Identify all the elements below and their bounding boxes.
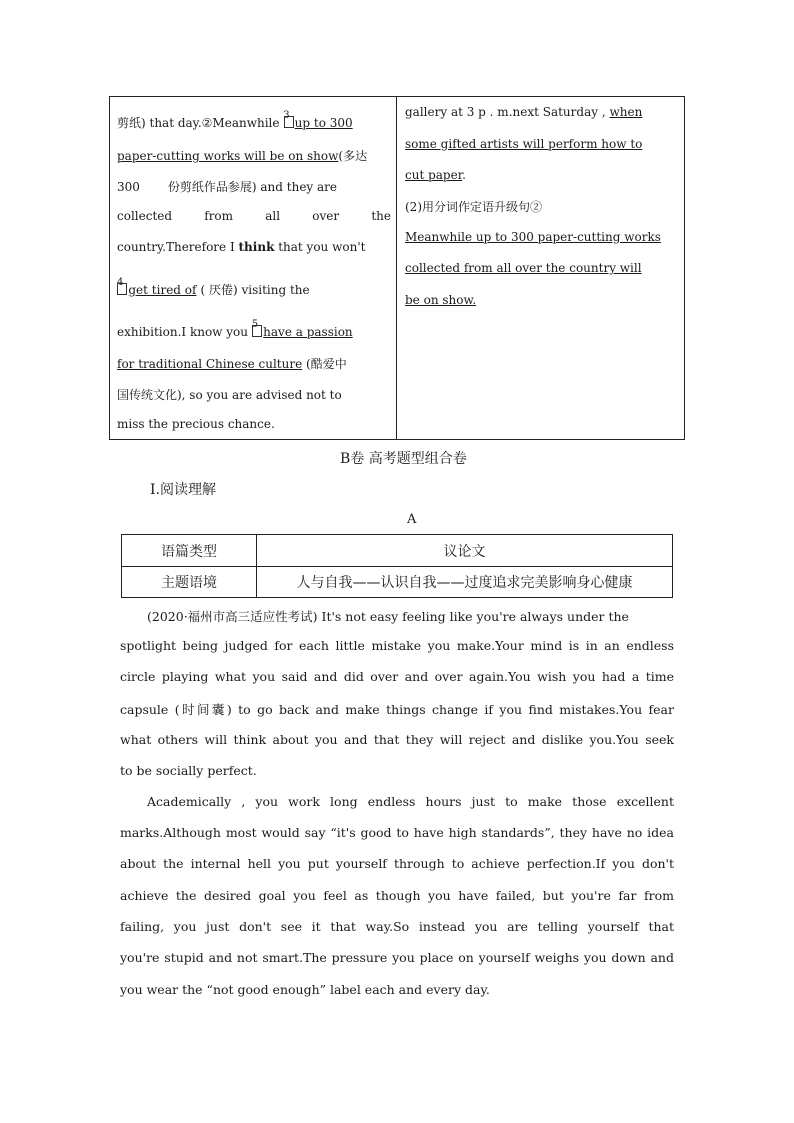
text-segment: (酷爱中 [302, 357, 347, 371]
right-line-4: (2)用分词作定语升级句② [405, 200, 542, 214]
genre-value: 议论文 [443, 543, 486, 560]
text-segment: exhibition.I know you [117, 325, 252, 339]
right-line-2: some gifted artists will perform how to [405, 137, 643, 151]
left-line-6 [117, 277, 310, 298]
passage-line: about the internal hell you put yourself through to achieve perfection.If you don't [120, 856, 674, 871]
blank-number: 5 [251, 319, 259, 330]
text-segment: . [462, 168, 466, 182]
left-line-8 [117, 355, 347, 372]
left-line-2 [117, 147, 367, 164]
theme-label: 主题语境 [161, 575, 217, 591]
answer-text: paper-cutting works will be on show [117, 149, 339, 163]
left-line-9: 国传统文化), so you are advised not to [117, 388, 342, 402]
answer-box-icon [252, 325, 262, 337]
passage-line: you're stupid and not smart.The pressure you place on yourself weighs you down and [120, 950, 674, 965]
answer-text: up to 300 [294, 116, 353, 130]
passage-line: capsule (时间囊) to go back and make things change if you find mistakes.You fear [120, 702, 674, 717]
passage-line: what others will think about you and that they will reject and dislike you.You seek [120, 732, 674, 747]
passage-line: failing, you just don't see it that way.So instead you are telling yourself that [120, 919, 674, 934]
text-segment: 份剪纸作品参展) and they are [167, 180, 338, 194]
genre-label: 语篇类型 [161, 543, 217, 560]
answer-text: for traditional Chinese culture [117, 357, 303, 371]
right-line-5: Meanwhile up to 300 paper-cutting works [405, 230, 661, 244]
passage-label: A [407, 512, 417, 527]
left-line-10: miss the precious chance. [117, 417, 275, 431]
text-segment: ( 厌倦) visiting the [200, 283, 310, 297]
answer-box-icon [284, 116, 294, 128]
passage-line: spotlight being judged for each little mistake you make.Your mind is in an endless [120, 638, 674, 653]
passage-line: to be socially perfect. [120, 763, 257, 778]
left-line-5 [117, 240, 365, 254]
answer-box-icon [117, 283, 127, 295]
left-line-1 [117, 110, 353, 131]
left-line-3 [117, 178, 337, 195]
blank-number: 3 [283, 110, 290, 121]
column-divider [396, 97, 397, 439]
left-line-7 [117, 319, 353, 339]
passage-line: Academically , you work long endless hours just to make those excellent [147, 794, 674, 809]
answer-text: cut paper [405, 168, 463, 182]
right-line-1 [405, 105, 642, 119]
passage-line: marks.Although most would say “it's good to have high standards”, they have no idea [120, 825, 674, 840]
section-b-title: B卷 高考题型组合卷 [340, 451, 467, 467]
text-segment: (多达 [338, 149, 368, 163]
passage-line: (2020·福州市高三适应性考试) It's not easy feeling like you're always under the [147, 609, 629, 624]
answer-text: have a passion [263, 325, 353, 339]
text-segment: that you won't [274, 240, 366, 254]
bold-word: think [238, 240, 275, 254]
exercise-table [109, 96, 685, 440]
text-segment: 300 [117, 180, 140, 194]
right-line-6: collected from all over the country will [405, 261, 642, 275]
answer-text: when [609, 105, 643, 119]
right-line-7: be on show. [405, 293, 477, 307]
passage-line: circle playing what you said and did over and over again.You wish you had a time [120, 669, 674, 684]
text-segment: gallery at 3 p . m.next Saturday , [405, 105, 610, 119]
left-line-4: collected from all over the [117, 209, 391, 223]
text-segment: country.Therefore I [117, 240, 239, 254]
right-line-3 [405, 168, 466, 182]
theme-value: 人与自我——认识自我——过度追求完美影响身心健康 [296, 575, 633, 591]
passage-line: you wear the “not good enough” label each and every day. [120, 982, 490, 997]
blank-number: 4 [117, 277, 124, 288]
answer-text: get tired of [128, 283, 197, 297]
passage-line: achieve the desired goal you feel as though you have failed, but you're far from [120, 888, 674, 903]
passage-info-table [121, 534, 673, 598]
section-1-title: Ⅰ.阅读理解 [150, 482, 216, 498]
text-segment: 剪纸) that day.②Meanwhile [117, 116, 284, 130]
